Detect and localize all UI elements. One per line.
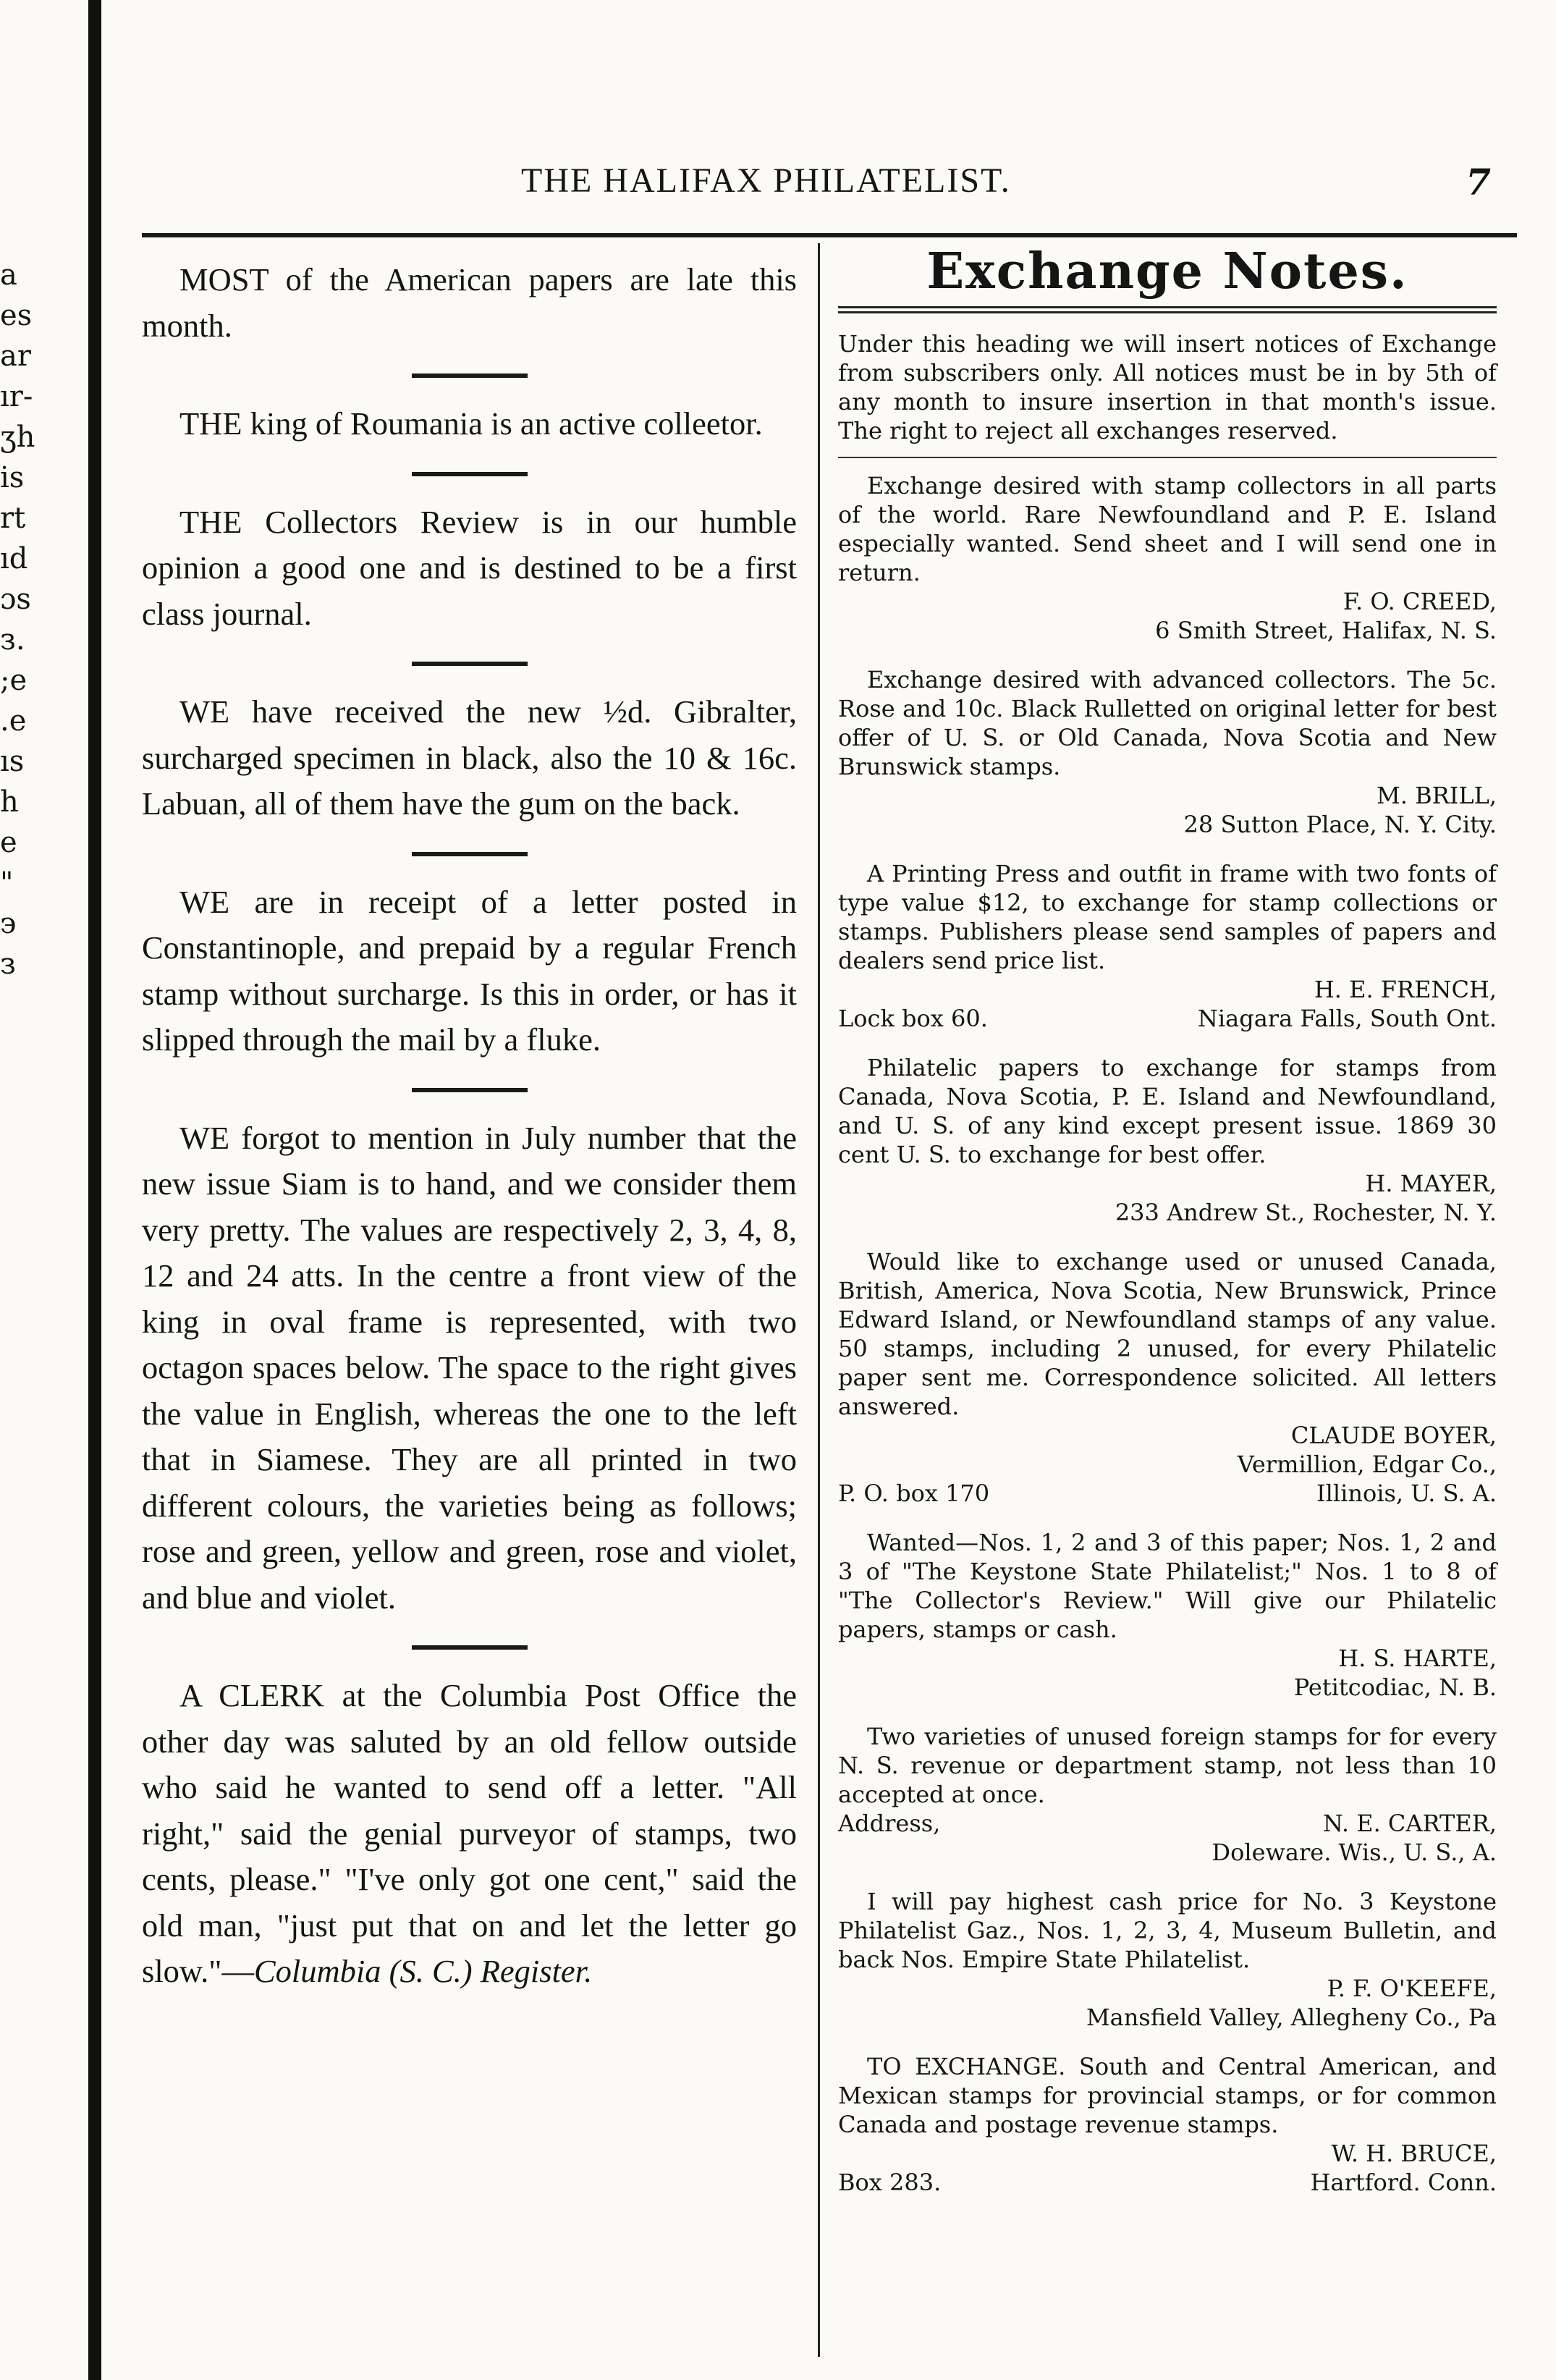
news-item: WE have received the new ½d. Gibralter, surcharged specimen in black, also the 10 & 16c. Labuan, all of them have the gum on the back. [142, 693, 797, 822]
news-item-source: Columbia (S. C.) Register. [253, 1953, 593, 1989]
margin-fragment: es [0, 299, 33, 332]
header-rule [142, 233, 1517, 237]
margin-fragment: ar [0, 339, 31, 373]
news-item: MOST of the American papers are late this month. [142, 261, 797, 344]
column-divider [818, 243, 820, 2357]
intro-rule [838, 457, 1497, 458]
running-head [434, 161, 1491, 211]
margin-fragment: ;e [0, 664, 28, 697]
notice-address: Illinois, U. S. A. [1316, 1480, 1497, 1507]
notice-text: Two varieties of unused foreign stamps for for every N. S. revenue or department stamp, not less than 10 accepted at once. [838, 1723, 1497, 1808]
notice-signature: H. E. FRENCH, [1314, 976, 1497, 1003]
page-gutter-shadow [88, 0, 101, 2380]
notice-text: Exchange desired with stamp collectors in all parts of the world. Rare Newfoundland and P. E. Island especially wanted. Send sheet and I will send one in return. [838, 472, 1497, 586]
exchange-notice [838, 1247, 1497, 1508]
margin-fragment: ıs [0, 745, 25, 778]
margin-fragment: " [0, 866, 14, 900]
left-column [142, 257, 797, 1995]
notice-signature-line [838, 1004, 1497, 1033]
notice-box: Box 283. [838, 2169, 942, 2196]
page-number: 7 [1466, 161, 1491, 203]
exchange-notice [838, 1722, 1497, 1867]
notice-address-line: Vermillion, Edgar Co., [1237, 1451, 1497, 1478]
notice-address: Mansfield Valley, Allegheny Co., Pa [1086, 2004, 1497, 2031]
margin-fragment: .e [0, 704, 27, 738]
section-heading: Exchange Notes. [926, 242, 1408, 300]
notice-address: Petitcodiac, N. B. [1293, 1674, 1497, 1701]
notice-text: Exchange desired with advanced collectors. The 5c. Rose and 10c. Black Rulletted on original letter for best offer of U. S. or Old Canada, Nova Scotia and New Brunswick stamps. [838, 666, 1497, 780]
notice-signature: W. H. BRUCE, [1331, 2140, 1497, 2167]
exchange-notice [838, 1528, 1497, 1702]
right-column [838, 242, 1497, 2217]
item-separator [412, 1088, 528, 1092]
notice-box: Lock box 60. [838, 1005, 988, 1032]
notice-signature: P. F. O'KEEFE, [1327, 1975, 1497, 2002]
margin-fragment: ıd [0, 542, 28, 575]
notice-text: TO EXCHANGE. South and Central American, and Mexican stamps for provincial stamps, or for common Canada and postage revenue stamps. [838, 2053, 1497, 2138]
news-item-text: A CLERK at the Columbia Post Office the other day was saluted by an old fellow outside who said he wanted to send off a letter. "All right," said the genial purveyor of stamps, two cents, please." "I've only got one cent," said the old man, "just put that on and let the letter go slow."— [142, 1677, 797, 1989]
margin-fragment: з [0, 948, 16, 981]
notice-signature: CLAUDE BOYER, [1290, 1422, 1497, 1449]
notice-address: 28 Sutton Place, N. Y. City. [1183, 811, 1497, 838]
notice-text: A Printing Press and outfit in frame with two fonts of type value $12, to exchange for stamp collections or stamps. Publishers please send samples of papers and dealers send price list. [838, 860, 1497, 974]
heading-double-rule [838, 306, 1497, 313]
exchange-notice [838, 665, 1497, 839]
exchange-notice [838, 1053, 1497, 1227]
notice-address: Hartford. Conn. [1310, 2169, 1497, 2196]
notice-signature: M. BRILL, [1376, 782, 1497, 809]
margin-fragment: ʒh [0, 421, 35, 454]
notice-signature: H. S. HARTE, [1338, 1645, 1497, 1672]
news-item: WE are in receipt of a letter posted in Constantinople, and prepaid by a regular French stamp without surcharge. Is this in order, or has it slipped through the mail by a fluke. [142, 883, 797, 1058]
notice-signature-line [838, 1479, 1497, 1508]
notice-signature: F. O. CREED, [1343, 588, 1497, 615]
margin-fragment: h [0, 785, 19, 819]
margin-fragment: ır- [0, 380, 33, 413]
notice-address: Doleware. Wis., U. S., A. [1212, 1839, 1497, 1866]
running-title: THE HALIFAX PHILATELIST. [521, 161, 1011, 200]
notice-box: P. O. box 170 [838, 1480, 990, 1507]
section-intro: Under this heading we will insert notices of Exchange from subscribers only. All notices must be in by 5th of any month to insure insertion in that month's issue. The right to reject all exchanges reserved. [838, 330, 1497, 444]
item-separator [412, 852, 528, 856]
margin-fragment: э [0, 907, 17, 940]
item-separator [412, 1645, 528, 1650]
margin-fragment: ɔs [0, 583, 31, 616]
exchange-notice [838, 859, 1497, 1033]
notice-address: 6 Smith Street, Halifax, N. S. [1155, 617, 1497, 644]
margin-fragment: з. [0, 623, 25, 657]
news-item: THE king of Roumania is an active colleetor. [179, 405, 763, 442]
notice-signature-line [838, 1809, 1497, 1838]
news-item: WE forgot to mention in July number that the new issue Siam is to hand, and we consider them very pretty. The values are respectively 2, 3, 4, 8, 12 and 24 atts. In the centre a front view of the king in oval frame is represented, with two octagon spaces below. The space to the right gives the value in English, whereas the one to the left that in Siamese. They are all printed in two different colours, the varieties being as follows; rose and green, yellow and green, rose and violet, and blue and violet. [142, 1119, 797, 1616]
item-separator [412, 662, 528, 666]
notice-text: Wanted—Nos. 1, 2 and 3 of this paper; Nos. 1, 2 and 3 of "The Keystone State Philatelist;" Nos. 1 to 8 of "The Collector's Review." Will give our Philatelic papers, stamps or cash. [838, 1529, 1497, 1643]
adjacent-page-fragments [0, 258, 80, 990]
margin-fragment: rt [0, 502, 26, 535]
notice-address: 233 Andrew St., Rochester, N. Y. [1115, 1199, 1497, 1226]
news-item: THE Collectors Review is in our humble opinion a good one and is destined to be a first class journal. [142, 503, 797, 632]
margin-fragment: e [0, 826, 17, 859]
notice-signature: H. MAYER, [1365, 1170, 1497, 1197]
notice-text: Would like to exchange used or unused Canada, British, America, Nova Scotia, New Brunswick, Prince Edward Island, or Newfoundland stamps of any value. 50 stamps, including 2 unused, for every Philatelic paper sent me. Correspondence solicited. All letters answered. [838, 1248, 1497, 1420]
notice-signature-line [838, 2168, 1497, 2197]
margin-fragment: is [0, 461, 25, 494]
exchange-notice [838, 1887, 1497, 2032]
notice-address-label: Address, [838, 1810, 941, 1837]
exchange-notice [838, 471, 1497, 645]
exchange-notice [838, 2052, 1497, 2197]
notice-text: Philatelic papers to exchange for stamps from Canada, Nova Scotia, P. E. Island and Newfoundland, and U. S. of any kind except present issue. 1869 30 cent U. S. to exchange for best offer. [838, 1054, 1497, 1168]
item-separator [412, 374, 528, 378]
margin-fragment: a [0, 258, 17, 292]
notice-address: Niagara Falls, South Ont. [1197, 1005, 1497, 1032]
item-separator [412, 472, 528, 476]
news-item [142, 1673, 797, 1995]
notice-text: I will pay highest cash price for No. 3 Keystone Philatelist Gaz., Nos. 1, 2, 3, 4, Museum Bulletin, and back Nos. Empire State Philatelist. [838, 1888, 1497, 1973]
notice-signature: N. E. CARTER, [1322, 1810, 1497, 1837]
